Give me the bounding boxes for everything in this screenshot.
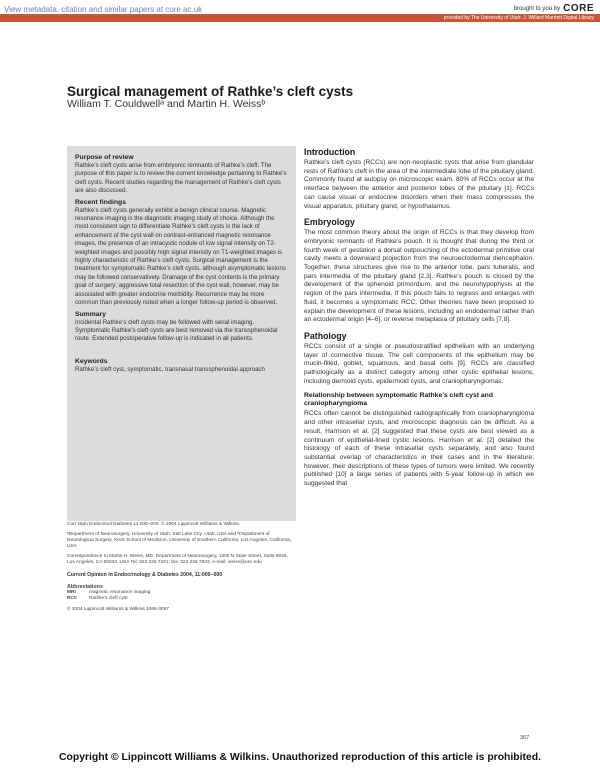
article-title: Surgical management of Rathke’s cleft cysts	[67, 84, 354, 99]
purpose-heading: Purpose of review	[75, 154, 134, 161]
pathology-text: RCCs consist of a single or pseudostratified epithelium with an underlying layer of connective tissue. The cell components of the epithelium may be mucin-filled, goblet, squamous, and basal cells [9]. RCCs are classified pathologically as a distinct category among other cystic epithelial lesions, including dermoid cysts, epidermoid cysts, and craniopharyngiomas.	[304, 342, 534, 385]
introduction-text: Rathke’s cleft cysts (RCCs) are non-neoplastic cysts that arise from glandular rests of Rathke’s cleft in the area of the intermediate lobe of the pituitary gland. Commonly found at autopsy on microscopic exam, 80% of RCCs occur at the interface between the anterior and posterior lobes of the pituitary [1]. RCCs can cause visual or endocrine disorders when their mass compresses the visual apparatus, pituitary gland, or hypothalamus.	[304, 159, 534, 210]
core-logo-icon: CORE	[563, 3, 594, 14]
copyright-notice: Copyright © Lippincott Williams & Wilkins. Unauthorized reproduction of this article is prohibited.	[59, 752, 541, 763]
page-number: 367	[520, 735, 530, 741]
footnotes	[67, 522, 296, 617]
core-banner	[0, 0, 600, 22]
findings-heading: Recent findings	[75, 198, 126, 206]
core-provider-strip	[0, 14, 600, 22]
core-brand[interactable]	[514, 3, 594, 14]
body-column	[304, 142, 534, 495]
publisher-line: © 2004 Lippincott Williams & Wilkins 1068-3097	[67, 607, 169, 612]
keywords-heading: Keywords	[75, 357, 108, 365]
summary-heading: Summary	[75, 310, 106, 318]
core-provider-text: provided by The University of Utah: J. Willard Marriott Digital Library	[443, 15, 594, 21]
correspondence: Correspondence to Martin H. Weiss, MD, Department of Neurosurgery, 1200 N State Street, Suite 5046, Los Angeles, CA 90033, USA Tel: 323 226 7421; fax: 323 226 7833; e-mail: weiss@usc.edu	[67, 554, 288, 565]
embryology-text: The most common theory about the origin of RCCs is that they develop from embryonic remnants of Rathke’s pouch. It is thought that during the third or fourth week of gestation a dorsal outpouching of the ectodermal primitive oral cavity meets a downward projection from the neuroectodermal diencephalon. Together, these structures give rise to the anterior lobe, pars tuberalis, and pars intermedia of the pituitary gland [2,3]. Rathke’s pouch is closed by the development of the sphenoid primordium, and the neurohypophysis at the region of the pars intermedia. If this pouch fails to regress and enlarges with fluid, it becomes a symptomatic RCC. Other theories have been proposed to explain the development of these lesions, including an endodermal rather than an ectodermal origin [4–6], or reverse metaplasia of pituitary cells [7,8].	[304, 229, 534, 324]
pathology-heading: Pathology	[304, 330, 347, 341]
purpose-text: Rathke’s cleft cysts arise from embryonic remnants of Rathke’s cleft. The purpose of this paper is to review the current knowledge pertaining to Rathke’s cleft cysts. Recent studies regarding the management of Rathke’s cleft cysts are also discussed.	[75, 162, 287, 195]
abbreviation-def: magnetic resonance imaging	[89, 590, 151, 595]
affiliations: ᵃDepartment of Neurosurgery, University of Utah, Salt Lake City, Utah, USA and ᵇDepartment of Neurological Surgery, Keck School of Medicine, University of Southern California, Los Angeles, California, USA	[67, 532, 292, 549]
core-metadata-link[interactable]: View metadata, citation and similar papers at core.ac.uk	[4, 5, 203, 14]
summary-text: Incidental Rathke’s cleft cysts may be followed with serial imaging. Symptomatic Rathke’s cleft cysts are best removed via the transsphenoidal route. Extended postoperative follow-up is indicated in all patients.	[75, 318, 278, 343]
article-authors: William T. Couldwellᵃ and Martin H. Weissᵇ	[67, 98, 266, 110]
introduction-heading: Introduction	[304, 147, 356, 157]
embryology-heading: Embryology	[304, 217, 355, 228]
abbreviation-row	[67, 596, 296, 602]
abbreviation-term: RCC	[67, 596, 78, 601]
findings-text: Rathke’s cleft cysts generally exhibit a benign clinical course. Magnetic resonance imaging is the diagnostic imaging study of choice. Although the most consistent sign to differentiate Rathke’s cleft cysts is the lack of enhancement of the cyst wall on contrast-enhanced magnetic resonance images, the presence of an intracystic nodule of low signal intensity on T2-weighted images and possibly high signal intensity on T1-weighted images is highly characteristic of Rathke’s cleft cysts. Surgical management is the treatment for symptomatic Rathke’s cleft cysts, although asymptomatic lesions may be followed conservatively. Drainage of the cyst contents is the primary goal of surgery; aggressive total resection of the cyst wall, however, may be associated with greater endocrine morbidity. Recurrence may be more common than previously noted when a longer follow-up period is observed.	[75, 206, 286, 307]
abbreviation-def: Rathke’s cleft cyst	[89, 596, 128, 601]
abbreviation-term: MRI	[67, 590, 76, 595]
journal-line: Current Opinion in Endocrinology & Diabetes 2004, 11:000–000	[67, 572, 223, 578]
keywords-text: Rathke’s cleft cyst, symptomatic, transnasal transsphenoidal approach	[75, 365, 265, 373]
abbreviations-heading: Abbreviations	[67, 584, 103, 590]
brought-by-label: brought to you by	[513, 5, 561, 12]
citation-meta: Curr Opin Endocrinol Diabetes 11:000–000. © 2004 Lippincott Williams & Wilkins.	[67, 522, 241, 527]
abstract-box	[67, 146, 296, 521]
relationship-text: RCCs often cannot be distinguished radiographically from craniopharyngioma and other intrasellar cysts, and microscopic diagnosis can be difficult. As a result, Harrison et al. [2] suggested that these cysts are best viewed as a continuum of epithelial-lined cystic lesions. Harrison et al. [2] detailed the histology of each of these intrasellar cysts separately, and also found substantial overlap of characteristics in their cases and in the literature; however, their descriptions of these types of tumors were limited. We recently published [10] a large series of patients with 5-year follow-up in which we suggested that	[304, 410, 534, 488]
relationship-heading: Relationship between symptomatic Rathke’s cleft cyst and craniopharyngioma	[304, 392, 493, 408]
